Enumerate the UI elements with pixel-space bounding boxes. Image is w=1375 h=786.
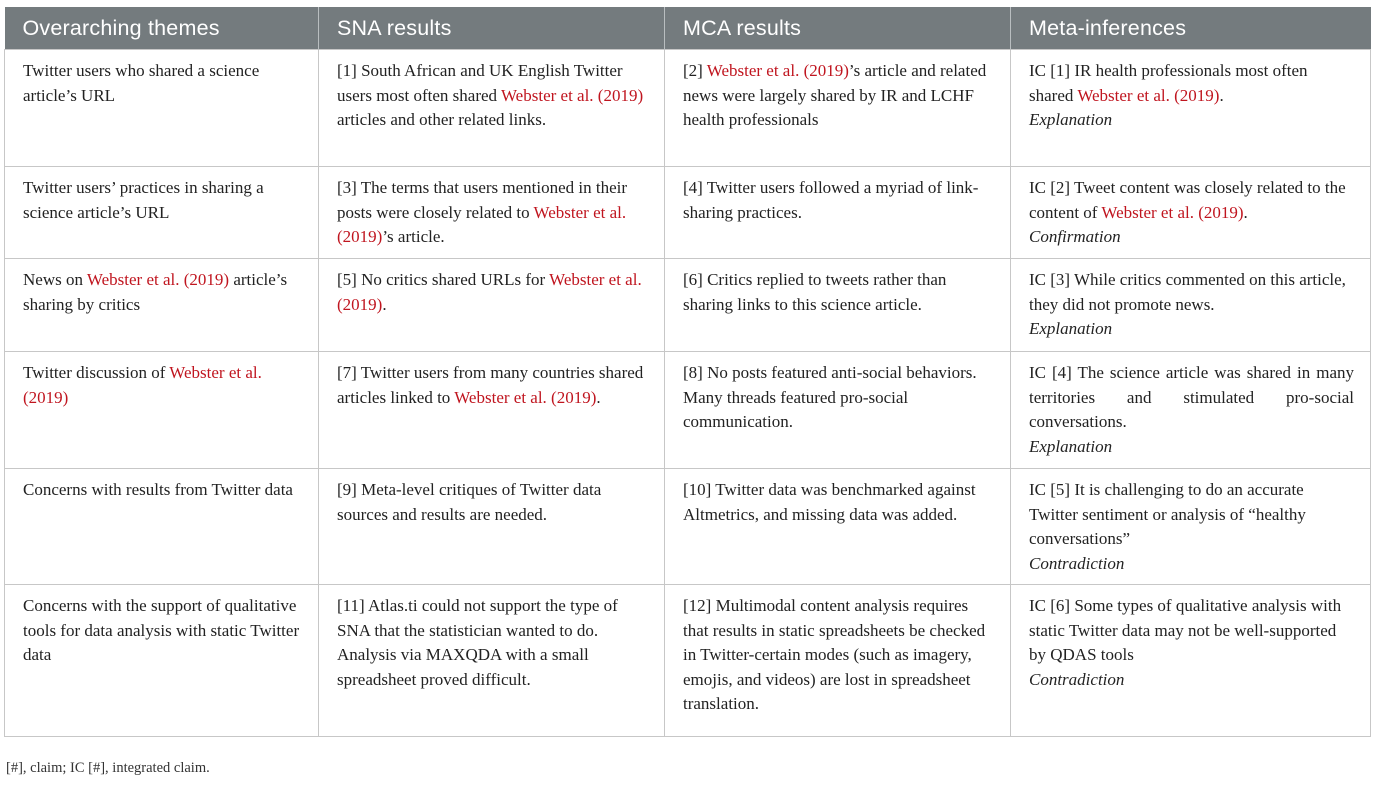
meta-cell (1011, 352, 1371, 469)
cell-text: IC [5] It is challenging to do an accurate Twitter sentiment or analysis of “healthy conversations” (1029, 480, 1306, 548)
citation-link[interactable]: Webster et al. (2019) (501, 85, 644, 105)
cell-text: Twitter users’ practices in sharing a science article’s URL (23, 178, 264, 222)
inference-type: Explanation (1029, 319, 1113, 338)
table-footnote: [#], claim; IC [#], integrated claim. (6, 760, 210, 776)
findings-table (4, 7, 1371, 737)
cell-text: Concerns with the support of qualitative tools for data analysis with static Twitter data (23, 596, 300, 664)
citation-link[interactable]: Webster et al. (2019) (454, 387, 597, 407)
cell-text: articles and other related links. (337, 110, 547, 129)
cell-text: Twitter users who shared a science article’s URL (23, 61, 260, 105)
mca-cell (665, 585, 1011, 737)
sna-cell (319, 167, 665, 259)
mca-cell (665, 167, 1011, 259)
table-row (5, 50, 1371, 167)
header-meta: Meta-inferences (1011, 7, 1371, 50)
table-row (5, 259, 1371, 352)
theme-cell (5, 259, 319, 352)
cell-text: [5] No critics shared URLs for (337, 270, 550, 289)
inference-type: Contradiction (1029, 553, 1125, 573)
cell-text: Twitter discussion of (23, 363, 170, 382)
cell-text: [3] The terms that users mentioned in their posts were closely related to (337, 178, 628, 222)
sna-cell (319, 259, 665, 352)
cell-text: [11] Atlas.ti could not support the type of SNA that the statistician wanted to do. Analysis via MAXQDA with a small spreadsheet proved difficult. (337, 596, 618, 689)
cell-text: [1] South African and UK English Twitter users most often shared (337, 61, 623, 105)
citation-link[interactable]: Webster et al. (2019) (23, 363, 262, 407)
mca-cell (665, 259, 1011, 352)
theme-cell (5, 167, 319, 259)
header-mca: MCA results (665, 7, 1011, 50)
inference-type: Confirmation (1029, 227, 1121, 246)
cell-text: article’s sharing by critics (23, 270, 288, 314)
theme-cell (5, 585, 319, 737)
cell-text: IC [4] The science article was shared in many territories and stimulated pro-social conversations. (1029, 363, 1354, 431)
cell-text: [2] (683, 61, 707, 80)
meta-cell (1011, 167, 1371, 259)
cell-text: [8] No posts featured anti-social behaviors. Many threads featured pro-social communication. (683, 363, 977, 431)
cell-text: . (596, 387, 601, 407)
citation-link[interactable]: Webster et al. (2019) (337, 270, 642, 314)
cell-text: IC [6] Some types of qualitative analysis with static Twitter data may not be well-supported by QDAS tools (1029, 596, 1342, 664)
table-row (5, 585, 1371, 737)
cell-text: News on (23, 270, 87, 289)
meta-cell (1011, 469, 1371, 585)
cell-text: . (382, 294, 387, 314)
theme-cell (5, 50, 319, 167)
citation-link[interactable]: Webster et al. (2019) (1077, 85, 1220, 105)
sna-cell (319, 50, 665, 167)
cell-text: IC [2] Tweet content was closely related to the content of (1029, 178, 1346, 222)
meta-cell (1011, 50, 1371, 167)
table-row (5, 352, 1371, 469)
sna-cell (319, 469, 665, 585)
citation-link[interactable]: Webster et al. (2019) (706, 61, 849, 80)
cell-text: Concerns with results from Twitter data (23, 480, 293, 499)
cell-text: [4] Twitter users followed a myriad of link-sharing practices. (683, 178, 979, 222)
sna-cell (319, 585, 665, 737)
cell-text: ’s article and related news were largely shared by IR and LCHF health professionals (683, 61, 987, 129)
table-row (5, 469, 1371, 585)
cell-text: [12] Multimodal content analysis requires that results in static spreadsheets be checked in Twitter-certain modes (such as imagery, emojis, and videos) are lost in spreadsheet translation. (683, 596, 986, 713)
inference-type: Explanation (1029, 436, 1113, 456)
mca-cell (665, 352, 1011, 469)
cell-text: [6] Critics replied to tweets rather than sharing links to this science article. (683, 270, 947, 314)
cell-text: IC [1] IR health professionals most often shared (1029, 61, 1308, 105)
cell-text: . (1243, 202, 1248, 222)
cell-text: [10] Twitter data was benchmarked against Altmetrics, and missing data was added. (683, 480, 976, 524)
cell-text: [9] Meta-level critiques of Twitter data sources and results are needed. (337, 480, 602, 524)
table-row (5, 167, 1371, 259)
cell-text: ’s article. (382, 227, 445, 246)
cell-text: [7] Twitter users from many countries shared articles linked to (337, 363, 644, 407)
mca-cell (665, 50, 1011, 167)
theme-cell (5, 469, 319, 585)
cell-text: IC [3] While critics commented on this article, they did not promote news. (1029, 270, 1346, 314)
citation-link[interactable]: Webster et al. (2019) (337, 202, 627, 246)
header-sna: SNA results (319, 7, 665, 50)
mca-cell (665, 469, 1011, 585)
meta-cell (1011, 259, 1371, 352)
header-row (5, 7, 1371, 50)
meta-cell (1011, 585, 1371, 737)
cell-text: . (1219, 85, 1224, 105)
inference-type: Explanation (1029, 110, 1113, 129)
inference-type: Contradiction (1029, 669, 1125, 689)
citation-link[interactable]: Webster et al. (2019) (86, 270, 230, 289)
header-themes: Overarching themes (5, 7, 319, 50)
citation-link[interactable]: Webster et al. (2019) (1101, 202, 1244, 222)
theme-cell (5, 352, 319, 469)
sna-cell (319, 352, 665, 469)
